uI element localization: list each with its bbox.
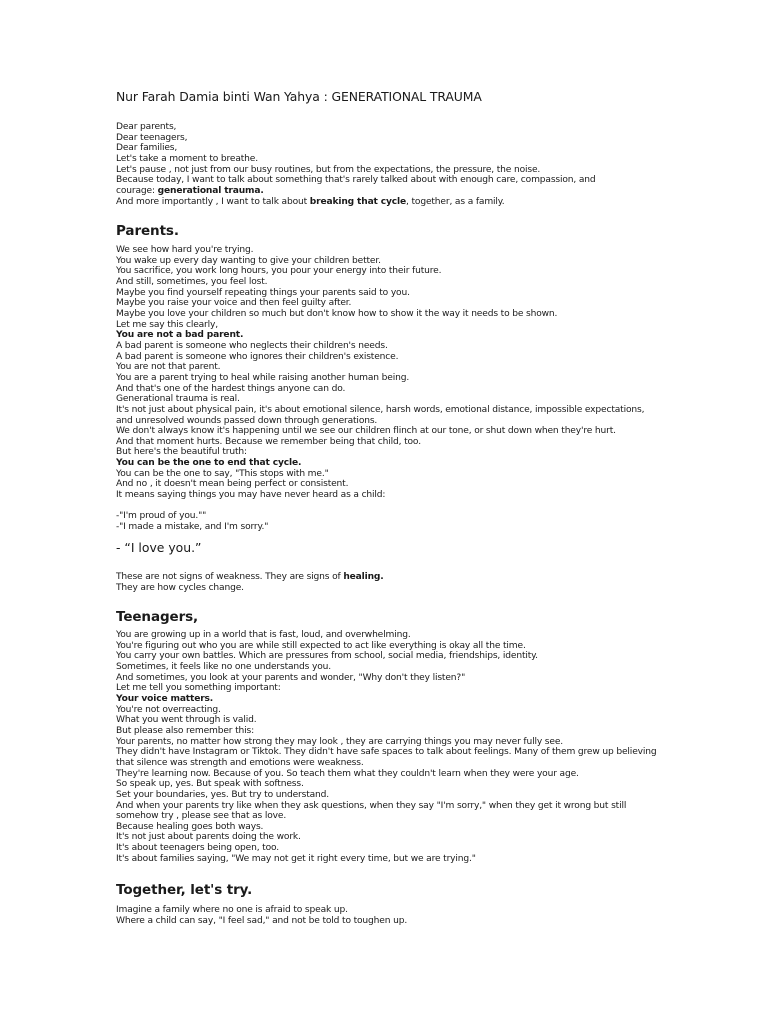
text-line: And that moment hurts. Because we remember being that child, too. <box>116 436 421 447</box>
text-line <box>116 572 676 583</box>
text-line <box>116 186 676 197</box>
text-line: And sometimes, you look at your parents and wonder, "Why don't they listen?" <box>116 672 466 683</box>
text-line: Imagine a family where no one is afraid to speak up. <box>116 905 348 915</box>
heading-parents: Parents. <box>116 223 179 239</box>
text-line: that silence was strength and emotions were weakness. <box>116 757 364 768</box>
text-line: But here's the beautiful truth: <box>116 447 247 458</box>
text-line: Generational trauma is real. <box>116 394 240 405</box>
text-line: And that's one of the hardest things anyone can do. <box>116 383 346 394</box>
text-line: It's not just about physical pain, it's about emotional silence, harsh words, emotional distance, impossible expectations, <box>116 404 645 415</box>
text-line: somehow try , please see that as love. <box>116 811 287 822</box>
text-line: We see how hard you're trying. <box>116 245 254 255</box>
document-title: Nur Farah Damia binti Wan Yahya : GENERATIONAL TRAUMA <box>116 89 482 104</box>
text-line <box>116 330 676 341</box>
text-line: It's not just about parents doing the work. <box>116 832 301 843</box>
text-line <box>116 197 676 208</box>
parents-closing <box>116 572 676 593</box>
text-line: You carry your own battles. Which are pressures from school, social media, friendships, identity. <box>116 651 538 662</box>
text-line: You are growing up in a world that is fast, loud, and overwhelming. <box>116 630 411 640</box>
heading-together: Together, let's try. <box>116 882 253 898</box>
text-line: You wake up every day wanting to give your children better. <box>116 255 381 266</box>
text-line: And still, sometimes, you feel lost. <box>116 276 268 287</box>
text-line <box>116 694 676 705</box>
text-line: Maybe you love your children so much but don't know how to show it the way it needs to be shown. <box>116 308 558 319</box>
text-span: , together, as a family. <box>406 196 505 207</box>
teenagers-section <box>116 630 676 864</box>
text-line: It's about families saying, "We may not get it right every time, but we are trying." <box>116 853 476 864</box>
text-line: -"I made a mistake, and I'm sorry." <box>116 522 269 533</box>
text-line: Let me tell you something important: <box>116 683 281 694</box>
text-line: You're figuring out who you are while still expected to act like everything is okay all the time. <box>116 640 526 651</box>
text-line: A bad parent is someone who neglects their children's needs. <box>116 340 388 351</box>
parents-section <box>116 245 676 533</box>
text-line: Because healing goes both ways. <box>116 821 264 832</box>
text-line: Your parents, no matter how strong they may look , they are carrying things you may never fully see. <box>116 736 564 747</box>
text-line: They didn't have Instagram or Tiktok. They didn't have safe spaces to talk about feelings. Many of them grew up believing <box>116 747 657 758</box>
text-line: They're learning now. Because of you. So teach them what they couldn't learn when they were your age. <box>116 768 579 779</box>
bold-text: generational trauma. <box>157 185 264 196</box>
text-line: You can be the one to say, "This stops with me." <box>116 468 329 479</box>
bold-text: You are not a bad parent. <box>116 330 244 341</box>
text-span: And more importantly , I want to talk about <box>116 196 310 207</box>
text-line: Let me say this clearly, <box>116 319 218 330</box>
text-line: Maybe you find yourself repeating things your parents said to you. <box>116 287 410 298</box>
text-line: You are a parent trying to heal while raising another human being. <box>116 372 410 383</box>
bold-text: Your voice matters. <box>116 693 214 704</box>
text-line: But please also remember this: <box>116 725 255 736</box>
text-line: It's about teenagers being open, too. <box>116 843 279 854</box>
text-line: They are how cycles change. <box>116 582 244 593</box>
text-line: Let's take a moment to breathe. <box>116 153 258 164</box>
text-line: Dear teenagers, <box>116 132 188 143</box>
text-line: So speak up, yes. But speak with softness. <box>116 779 304 790</box>
intro-section <box>116 122 676 207</box>
text-line: We don't always know it's happening until we see our children flinch at our tone, or shut down when they're hurt. <box>116 426 616 437</box>
together-section <box>116 905 676 926</box>
text-line: And when your parents try like when they ask questions, when they say "I'm sorry," when they get it wrong but still <box>116 800 627 811</box>
text-line: You sacrifice, you work long hours, you pour your energy into their future. <box>116 266 442 277</box>
bold-text: You can be the one to end that cycle. <box>116 458 302 469</box>
text-line: Set your boundaries, yes. But try to understand. <box>116 789 330 800</box>
text-line: And no , it doesn't mean being perfect or consistent. <box>116 479 349 490</box>
text-line: It means saying things you may have never heard as a child: <box>116 490 386 501</box>
text-line: Dear families, <box>116 143 178 154</box>
text-line: Dear parents, <box>116 122 177 132</box>
bold-text: breaking that cycle <box>309 196 407 207</box>
text-line: You are not that parent. <box>116 362 221 373</box>
text-line: A bad parent is someone who ignores their children's existence. <box>116 351 399 362</box>
love-quote: - “I love you.” <box>116 540 202 555</box>
text-line: Where a child can say, "I feel sad," and not be told to toughen up. <box>116 915 408 926</box>
text-line: You're not overreacting. <box>116 704 221 715</box>
text-line: -"I'm proud of you."" <box>116 511 207 522</box>
heading-teenagers: Teenagers, <box>116 609 199 625</box>
text-line <box>116 501 676 512</box>
text-line: Because today, I want to talk about something that's rarely talked about with enough care, compassion, and <box>116 175 596 186</box>
text-line: Sometimes, it feels like no one understands you. <box>116 661 331 672</box>
text-span: These are not signs of weakness. They are signs of <box>116 572 344 582</box>
text-line: What you went through is valid. <box>116 715 257 726</box>
text-line <box>116 458 676 469</box>
text-line: and unresolved wounds passed down through generations. <box>116 415 378 426</box>
bold-text: healing. <box>343 572 384 582</box>
text-span: courage: <box>116 185 158 196</box>
text-line: Maybe you raise your voice and then feel guilty after. <box>116 298 352 309</box>
text-line: Let's pause , not just from our busy routines, but from the expectations, the pressure, the noise. <box>116 164 541 175</box>
